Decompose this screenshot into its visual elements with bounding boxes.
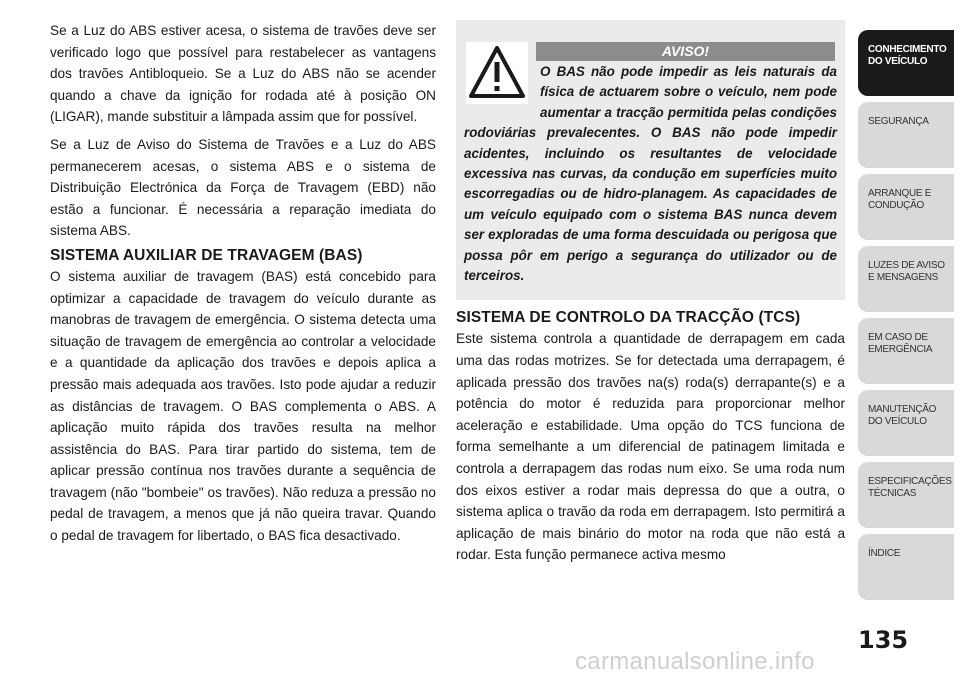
paragraph-abs-light: Se a Luz do ABS estiver acesa, o sistema de travões deve ser verificado logo que possível para restabelecer as vantagens dos travões Antibloqueio. Se a Luz do ABS não se acender quando a chave da ignição for rodada até à posição ON (LIGAR), mande substituir a lâmpada assim que for possível. <box>50 23 436 125</box>
heading-bas: SISTEMA AUXILIAR DE TRAVAGEM (BAS) <box>50 246 363 264</box>
right-column <box>456 20 845 566</box>
chapter-tabs <box>858 30 960 606</box>
paragraph-tcs: Este sistema controla a quantidade de derrapagem em cada uma das rodas motrizes. Se for detectada uma derrapagem, é aplicada pressão dos travões na(s) roda(s) derrapante(s) e a potência do motor é reduzida para proporcionar melhor aceleração e estabilidade. Uma opção do TCS funciona de forma semelhante a um diferencial de patinagem limitada e controla a derrapagem das rodas num eixo. Se uma roda num dos eixos estiver a rodar mais depressa do que a outra, o sistema aplica o travão da roda em derrapagem. Isto permitirá a aplicação de mais binário do motor na roda que não está a rodar. Esta função permanece activa mesmo <box>456 331 845 563</box>
tab-especificacoes-tecnicas[interactable]: ESPECIFICAÇÕES TÉCNICAS <box>858 462 954 528</box>
page-number: 135 <box>858 626 909 654</box>
paragraph-bas: O sistema auxiliar de travagem (BAS) está concebido para optimizar a capacidade de travagem do veículo durante as manobras de travagem de emergência. O sistema detecta uma situação de travagem de emergência ao controlar a velocidade e a quantidade da aplicação dos travões e depois aplica a pressão mais adequada aos travões. Isto pode ajudar a reduzir as distâncias de travagem. O BAS complementa o ABS. A aplicação muito rápida dos travões resulta na melhor assistência do BAS. Para tirar partido do sistema, tem de aplicar pressão contínua nos travões durante a sequência de travagem (não "bombeie" os travões). Não reduza a pressão no pedal de travagem, a menos que já não queira travar. Quando o pedal de travagem for libertado, o BAS fica desactivado. <box>50 268 436 544</box>
tab-seguranca[interactable]: SEGURANÇA <box>858 102 954 168</box>
tab-arranque-e-conducao[interactable]: ARRANQUE E CONDUÇÃO <box>858 174 954 240</box>
tab-luzes-de-aviso[interactable]: LUZES DE AVISO E MENSAGENS <box>858 246 954 312</box>
tab-manutencao-do-veiculo[interactable]: MANUTENÇÃO DO VEÍCULO <box>858 390 954 456</box>
heading-tcs: SISTEMA DE CONTROLO DA TRACÇÃO (TCS) <box>456 309 801 327</box>
tab-em-caso-de-emergencia[interactable]: EM CASO DE EMERGÊNCIA <box>858 318 954 384</box>
tab-conhecimento-do-veiculo[interactable]: CONHECIMENTO DO VEÍCULO <box>858 30 954 96</box>
warning-title: AVISO! <box>536 42 835 61</box>
warning-triangle-icon <box>466 42 528 104</box>
left-column <box>50 20 436 547</box>
tab-indice[interactable]: ÍNDICE <box>858 534 954 600</box>
paragraph-abs-warning: Se a Luz de Aviso do Sistema de Travões e a Luz do ABS permanecerem acesas, o sistema ABS e o sistema de Distribuição Electrónica da Força de Travagem (EBD) não estão a funcionar. É necessária a reparação imediata do sistema ABS. <box>50 136 436 239</box>
warning-box <box>456 20 845 300</box>
warning-text: O BAS não pode impedir as leis naturais da física de actuarem sobre o veículo, nem pode aumentar a tracção permitida pelas condições rodoviárias prevalecentes. O BAS não pode impedir acidentes, incluindo os resultantes de velocidade excessiva nas curvas, da condução em superfícies muito escorregadias ou de hidro-planagem. As capacidades de um veículo equipado com o sistema BAS nunca devem ser exploradas de uma forma descuidada ou perigosa que possa pôr em perigo a segurança do utilizador ou de terceiros. <box>464 64 837 284</box>
watermark: carmanualsonline.info <box>575 648 815 675</box>
